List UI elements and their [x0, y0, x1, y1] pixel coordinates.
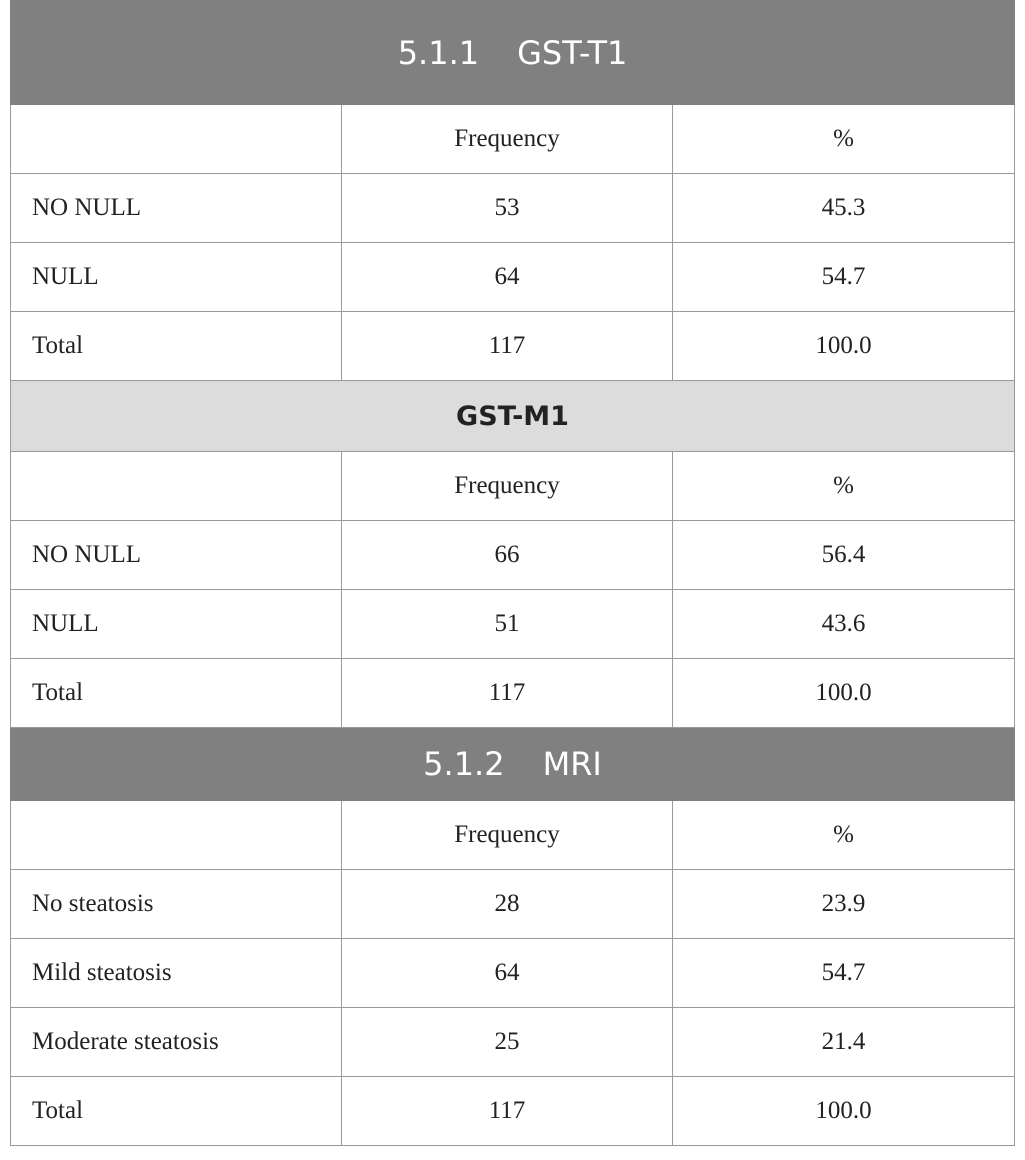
column-header-row [11, 105, 1015, 174]
table-row [11, 174, 1015, 243]
frequency-cell: 51 [342, 590, 673, 659]
row-label: Total [11, 1077, 342, 1146]
row-label: NULL [11, 243, 342, 312]
percent-cell: 54.7 [673, 243, 1015, 312]
row-label: Moderate steatosis [11, 1008, 342, 1077]
row-label: NO NULL [11, 521, 342, 590]
percent-cell: 45.3 [673, 174, 1015, 243]
table-row [11, 1077, 1015, 1146]
table-row [11, 1008, 1015, 1077]
column-header-row [11, 452, 1015, 521]
table-row [11, 590, 1015, 659]
header-cell-percent: % [673, 801, 1015, 870]
percent-cell: 100.0 [673, 659, 1015, 728]
frequency-cell: 64 [342, 243, 673, 312]
percent-cell: 100.0 [673, 1077, 1015, 1146]
frequency-cell: 64 [342, 939, 673, 1008]
table-row [11, 939, 1015, 1008]
header-cell-frequency: Frequency [342, 105, 673, 174]
percent-cell: 21.4 [673, 1008, 1015, 1077]
section-title: GST-M1 [11, 381, 1015, 452]
table-row [11, 659, 1015, 728]
header-cell-blank [11, 452, 342, 521]
percent-cell: 100.0 [673, 312, 1015, 381]
section-number: 5.1.2 [423, 745, 505, 783]
percent-cell: 54.7 [673, 939, 1015, 1008]
row-label: NO NULL [11, 174, 342, 243]
header-cell-percent: % [673, 452, 1015, 521]
header-cell-blank [11, 105, 342, 174]
frequency-cell: 53 [342, 174, 673, 243]
row-label: Total [11, 659, 342, 728]
percent-cell: 43.6 [673, 590, 1015, 659]
column-header-row [11, 801, 1015, 870]
row-label: Mild steatosis [11, 939, 342, 1008]
section-title [11, 728, 1015, 801]
section-title [11, 1, 1015, 105]
section-name: GST-T1 [517, 33, 628, 72]
frequency-cell: 117 [342, 659, 673, 728]
percent-cell: 23.9 [673, 870, 1015, 939]
frequency-cell: 117 [342, 312, 673, 381]
header-cell-blank [11, 801, 342, 870]
table-row [11, 243, 1015, 312]
row-label: Total [11, 312, 342, 381]
table-row [11, 312, 1015, 381]
header-cell-percent: % [673, 105, 1015, 174]
section-header-gst-m1 [11, 381, 1015, 452]
section-number: 5.1.1 [397, 33, 480, 72]
section-header-gst-t1 [11, 1, 1015, 105]
percent-cell: 56.4 [673, 521, 1015, 590]
table-row [11, 521, 1015, 590]
frequency-table [10, 0, 1015, 1146]
table-row [11, 870, 1015, 939]
row-label: No steatosis [11, 870, 342, 939]
section-header-mri [11, 728, 1015, 801]
frequency-cell: 66 [342, 521, 673, 590]
frequency-cell: 28 [342, 870, 673, 939]
header-cell-frequency: Frequency [342, 801, 673, 870]
frequency-cell: 117 [342, 1077, 673, 1146]
frequency-cell: 25 [342, 1008, 673, 1077]
section-name: MRI [542, 745, 602, 783]
row-label: NULL [11, 590, 342, 659]
header-cell-frequency: Frequency [342, 452, 673, 521]
